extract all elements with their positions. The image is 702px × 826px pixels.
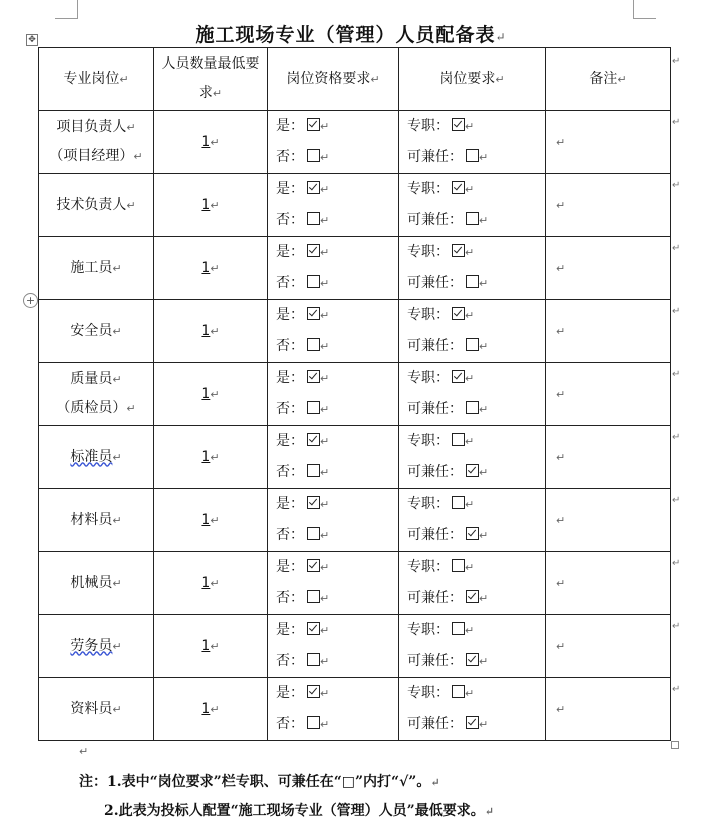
header-position: 专业岗位↵ bbox=[39, 48, 154, 111]
table-row bbox=[39, 237, 671, 300]
qualified-no-checkbox[interactable] bbox=[307, 212, 320, 225]
part-time-checkbox[interactable] bbox=[466, 653, 479, 666]
table-row bbox=[39, 111, 671, 174]
note-2: 2.此表为投标人配置“施工现场专业（管理）人员”最低要求。↵ bbox=[104, 803, 494, 819]
position-cell: 标准员↵ bbox=[39, 426, 154, 489]
header-remarks: 备注↵ bbox=[546, 48, 671, 111]
full-time-checkbox[interactable] bbox=[452, 244, 465, 257]
qualified-yes-checkbox[interactable] bbox=[307, 433, 320, 446]
qualified-yes-checkbox[interactable] bbox=[307, 685, 320, 698]
position-name: 项目负责人 bbox=[56, 119, 127, 135]
qualification-cell: 是： ↵ 否： ↵ bbox=[268, 111, 399, 174]
row-end-mark: ↵ bbox=[672, 621, 681, 632]
position-cell: 安全员↵ bbox=[39, 300, 154, 363]
position-name: 材料员 bbox=[70, 511, 113, 528]
qualified-yes-checkbox[interactable] bbox=[307, 307, 320, 320]
qualified-no-checkbox[interactable] bbox=[307, 338, 320, 351]
count-cell: 1↵ bbox=[154, 174, 268, 237]
row-end-mark: ↵ bbox=[672, 432, 681, 443]
row-end-mark: ↵ bbox=[672, 684, 681, 695]
full-time-checkbox[interactable] bbox=[452, 685, 465, 698]
position-cell: 质量员↵ （质检员）↵ bbox=[39, 363, 154, 426]
qualified-no-checkbox[interactable] bbox=[307, 527, 320, 540]
remarks-cell[interactable]: ↵ bbox=[546, 237, 671, 300]
qualified-yes-checkbox[interactable] bbox=[307, 244, 320, 257]
table-move-handle-icon[interactable]: ✥ bbox=[26, 34, 38, 46]
full-time-checkbox[interactable] bbox=[452, 370, 465, 383]
qualification-cell: 是： ↵ 否： ↵ bbox=[268, 300, 399, 363]
part-time-checkbox[interactable] bbox=[466, 464, 479, 477]
position-cell: 施工员↵ bbox=[39, 237, 154, 300]
post-requirement-cell: 专职： ↵ 可兼任： ↵ bbox=[399, 426, 546, 489]
position-cell: 技术负责人↵ bbox=[39, 174, 154, 237]
count-cell: 1↵ bbox=[154, 237, 268, 300]
post-requirement-cell: 专职： ↵ 可兼任： ↵ bbox=[399, 174, 546, 237]
qualified-no-checkbox[interactable] bbox=[307, 401, 320, 414]
min-count-value: 1 bbox=[201, 511, 211, 528]
position-cell: 项目负责人↵ （项目经理）↵ bbox=[39, 111, 154, 174]
position-name: 安全员 bbox=[70, 322, 113, 339]
qualified-no-checkbox[interactable] bbox=[307, 716, 320, 729]
min-count-value: 1 bbox=[201, 700, 211, 717]
min-count-value: 1 bbox=[201, 448, 211, 465]
remarks-cell[interactable]: ↵ bbox=[546, 678, 671, 741]
remarks-cell[interactable]: ↵ bbox=[546, 615, 671, 678]
position-cell: 机械员↵ bbox=[39, 552, 154, 615]
part-time-checkbox[interactable] bbox=[466, 527, 479, 540]
qualified-no-checkbox[interactable] bbox=[307, 590, 320, 603]
full-time-checkbox[interactable] bbox=[452, 118, 465, 131]
count-cell: 1↵ bbox=[154, 300, 268, 363]
position-cell: 材料员↵ bbox=[39, 489, 154, 552]
table-resize-handle-icon[interactable] bbox=[671, 741, 679, 749]
part-time-checkbox[interactable] bbox=[466, 212, 479, 225]
full-time-checkbox[interactable] bbox=[452, 622, 465, 635]
min-count-value: 1 bbox=[201, 322, 211, 339]
part-time-checkbox[interactable] bbox=[466, 401, 479, 414]
table-row bbox=[39, 615, 671, 678]
header-min-count: 人员数量最低要求↵ bbox=[154, 48, 268, 111]
crop-mark-top-left bbox=[55, 0, 78, 19]
full-time-checkbox[interactable] bbox=[452, 496, 465, 509]
table-row bbox=[39, 174, 671, 237]
min-count-value: 1 bbox=[201, 133, 211, 150]
qualification-cell: 是： ↵ 否： ↵ bbox=[268, 615, 399, 678]
qualification-cell: 是： ↵ 否： ↵ bbox=[268, 678, 399, 741]
post-requirement-cell: 专职： ↵ 可兼任： ↵ bbox=[399, 111, 546, 174]
min-count-value: 1 bbox=[201, 259, 211, 276]
count-cell: 1↵ bbox=[154, 426, 268, 489]
qualified-no-checkbox[interactable] bbox=[307, 464, 320, 477]
position-cell: 劳务员↵ bbox=[39, 615, 154, 678]
full-time-checkbox[interactable] bbox=[452, 433, 465, 446]
count-cell: 1↵ bbox=[154, 489, 268, 552]
count-cell: 1↵ bbox=[154, 111, 268, 174]
row-end-mark: ↵ bbox=[672, 558, 681, 569]
full-time-checkbox[interactable] bbox=[452, 181, 465, 194]
min-count-value: 1 bbox=[201, 196, 211, 213]
remarks-cell[interactable]: ↵ bbox=[546, 363, 671, 426]
position-cell: 资料员↵ bbox=[39, 678, 154, 741]
table-row bbox=[39, 552, 671, 615]
document-title: 施工现场专业（管理）人员配备表↵ bbox=[195, 24, 507, 46]
position-name: 机械员 bbox=[70, 574, 113, 591]
post-requirement-cell: 专职： ↵ 可兼任： ↵ bbox=[399, 237, 546, 300]
remarks-cell[interactable]: ↵ bbox=[546, 111, 671, 174]
post-requirement-cell: 专职： ↵ 可兼任： ↵ bbox=[399, 615, 546, 678]
full-time-checkbox[interactable] bbox=[452, 559, 465, 572]
min-count-value: 1 bbox=[201, 637, 211, 654]
qualified-yes-checkbox[interactable] bbox=[307, 496, 320, 509]
qualified-yes-checkbox[interactable] bbox=[307, 622, 320, 635]
row-end-mark: ↵ bbox=[672, 369, 681, 380]
part-time-checkbox[interactable] bbox=[466, 275, 479, 288]
qualified-no-checkbox[interactable] bbox=[307, 653, 320, 666]
row-end-mark: ↵ bbox=[672, 495, 681, 506]
row-end-mark: ↵ bbox=[672, 180, 681, 191]
post-requirement-cell: 专职： ↵ 可兼任： ↵ bbox=[399, 363, 546, 426]
post-requirement-cell: 专职： ↵ 可兼任： ↵ bbox=[399, 489, 546, 552]
table-row bbox=[39, 489, 671, 552]
qualified-yes-checkbox[interactable] bbox=[307, 181, 320, 194]
qualification-cell: 是： ↵ 否： ↵ bbox=[268, 237, 399, 300]
count-cell: 1↵ bbox=[154, 615, 268, 678]
qualification-cell: 是： ↵ 否： ↵ bbox=[268, 174, 399, 237]
post-requirement-cell: 专职： ↵ 可兼任： ↵ bbox=[399, 552, 546, 615]
post-requirement-cell: 专职： ↵ 可兼任： ↵ bbox=[399, 678, 546, 741]
part-time-checkbox[interactable] bbox=[466, 338, 479, 351]
qualification-cell: 是： ↵ 否： ↵ bbox=[268, 363, 399, 426]
header-post-requirement: 岗位要求↵ bbox=[399, 48, 546, 111]
header-qualification: 岗位资格要求↵ bbox=[268, 48, 399, 111]
row-end-mark: ↵ bbox=[672, 306, 681, 317]
qualified-yes-checkbox[interactable] bbox=[307, 118, 320, 131]
row-end-mark: ↵ bbox=[672, 117, 681, 128]
position-name: 标准员 bbox=[70, 448, 113, 465]
staffing-table bbox=[38, 47, 671, 741]
remarks-cell[interactable]: ↵ bbox=[546, 552, 671, 615]
qualified-no-checkbox[interactable] bbox=[307, 275, 320, 288]
qualified-yes-checkbox[interactable] bbox=[307, 370, 320, 383]
position-name: 质量员 bbox=[70, 371, 113, 387]
qualification-cell: 是： ↵ 否： ↵ bbox=[268, 552, 399, 615]
notes bbox=[79, 768, 494, 826]
count-cell: 1↵ bbox=[154, 552, 268, 615]
qualification-cell: 是： ↵ 否： ↵ bbox=[268, 426, 399, 489]
part-time-checkbox[interactable] bbox=[466, 149, 479, 162]
table-header-row bbox=[39, 48, 671, 111]
insert-row-icon[interactable]: + bbox=[23, 293, 38, 308]
table-row bbox=[39, 363, 671, 426]
min-count-value: 1 bbox=[201, 574, 211, 591]
qualified-yes-checkbox[interactable] bbox=[307, 559, 320, 572]
position-name: 资料员 bbox=[70, 700, 113, 717]
position-name: 施工员 bbox=[70, 259, 113, 276]
min-count-value: 1 bbox=[201, 385, 211, 402]
part-time-checkbox[interactable] bbox=[466, 590, 479, 603]
remarks-cell[interactable]: ↵ bbox=[546, 426, 671, 489]
table-row bbox=[39, 300, 671, 363]
qualification-cell: 是： ↵ 否： ↵ bbox=[268, 489, 399, 552]
note-1: 注：1.表中“岗位要求”栏专职、可兼任在“□”内打“√”。↵ bbox=[79, 774, 440, 790]
position-name: 劳务员 bbox=[70, 637, 113, 654]
row-end-mark: ↵ bbox=[672, 243, 681, 254]
post-requirement-cell: 专职： ↵ 可兼任： ↵ bbox=[399, 300, 546, 363]
full-time-checkbox[interactable] bbox=[452, 307, 465, 320]
row-end-mark: ↵ bbox=[672, 56, 681, 67]
count-cell: 1↵ bbox=[154, 363, 268, 426]
remarks-cell[interactable]: ↵ bbox=[546, 489, 671, 552]
part-time-checkbox[interactable] bbox=[466, 716, 479, 729]
remarks-cell[interactable]: ↵ bbox=[546, 174, 671, 237]
position-name: 技术负责人 bbox=[56, 196, 127, 213]
qualified-no-checkbox[interactable] bbox=[307, 149, 320, 162]
remarks-cell[interactable]: ↵ bbox=[546, 300, 671, 363]
table-row bbox=[39, 426, 671, 489]
count-cell: 1↵ bbox=[154, 678, 268, 741]
empty-paragraph-mark: ↵ bbox=[79, 745, 89, 758]
crop-mark-top-right bbox=[633, 0, 656, 19]
table-row bbox=[39, 678, 671, 741]
